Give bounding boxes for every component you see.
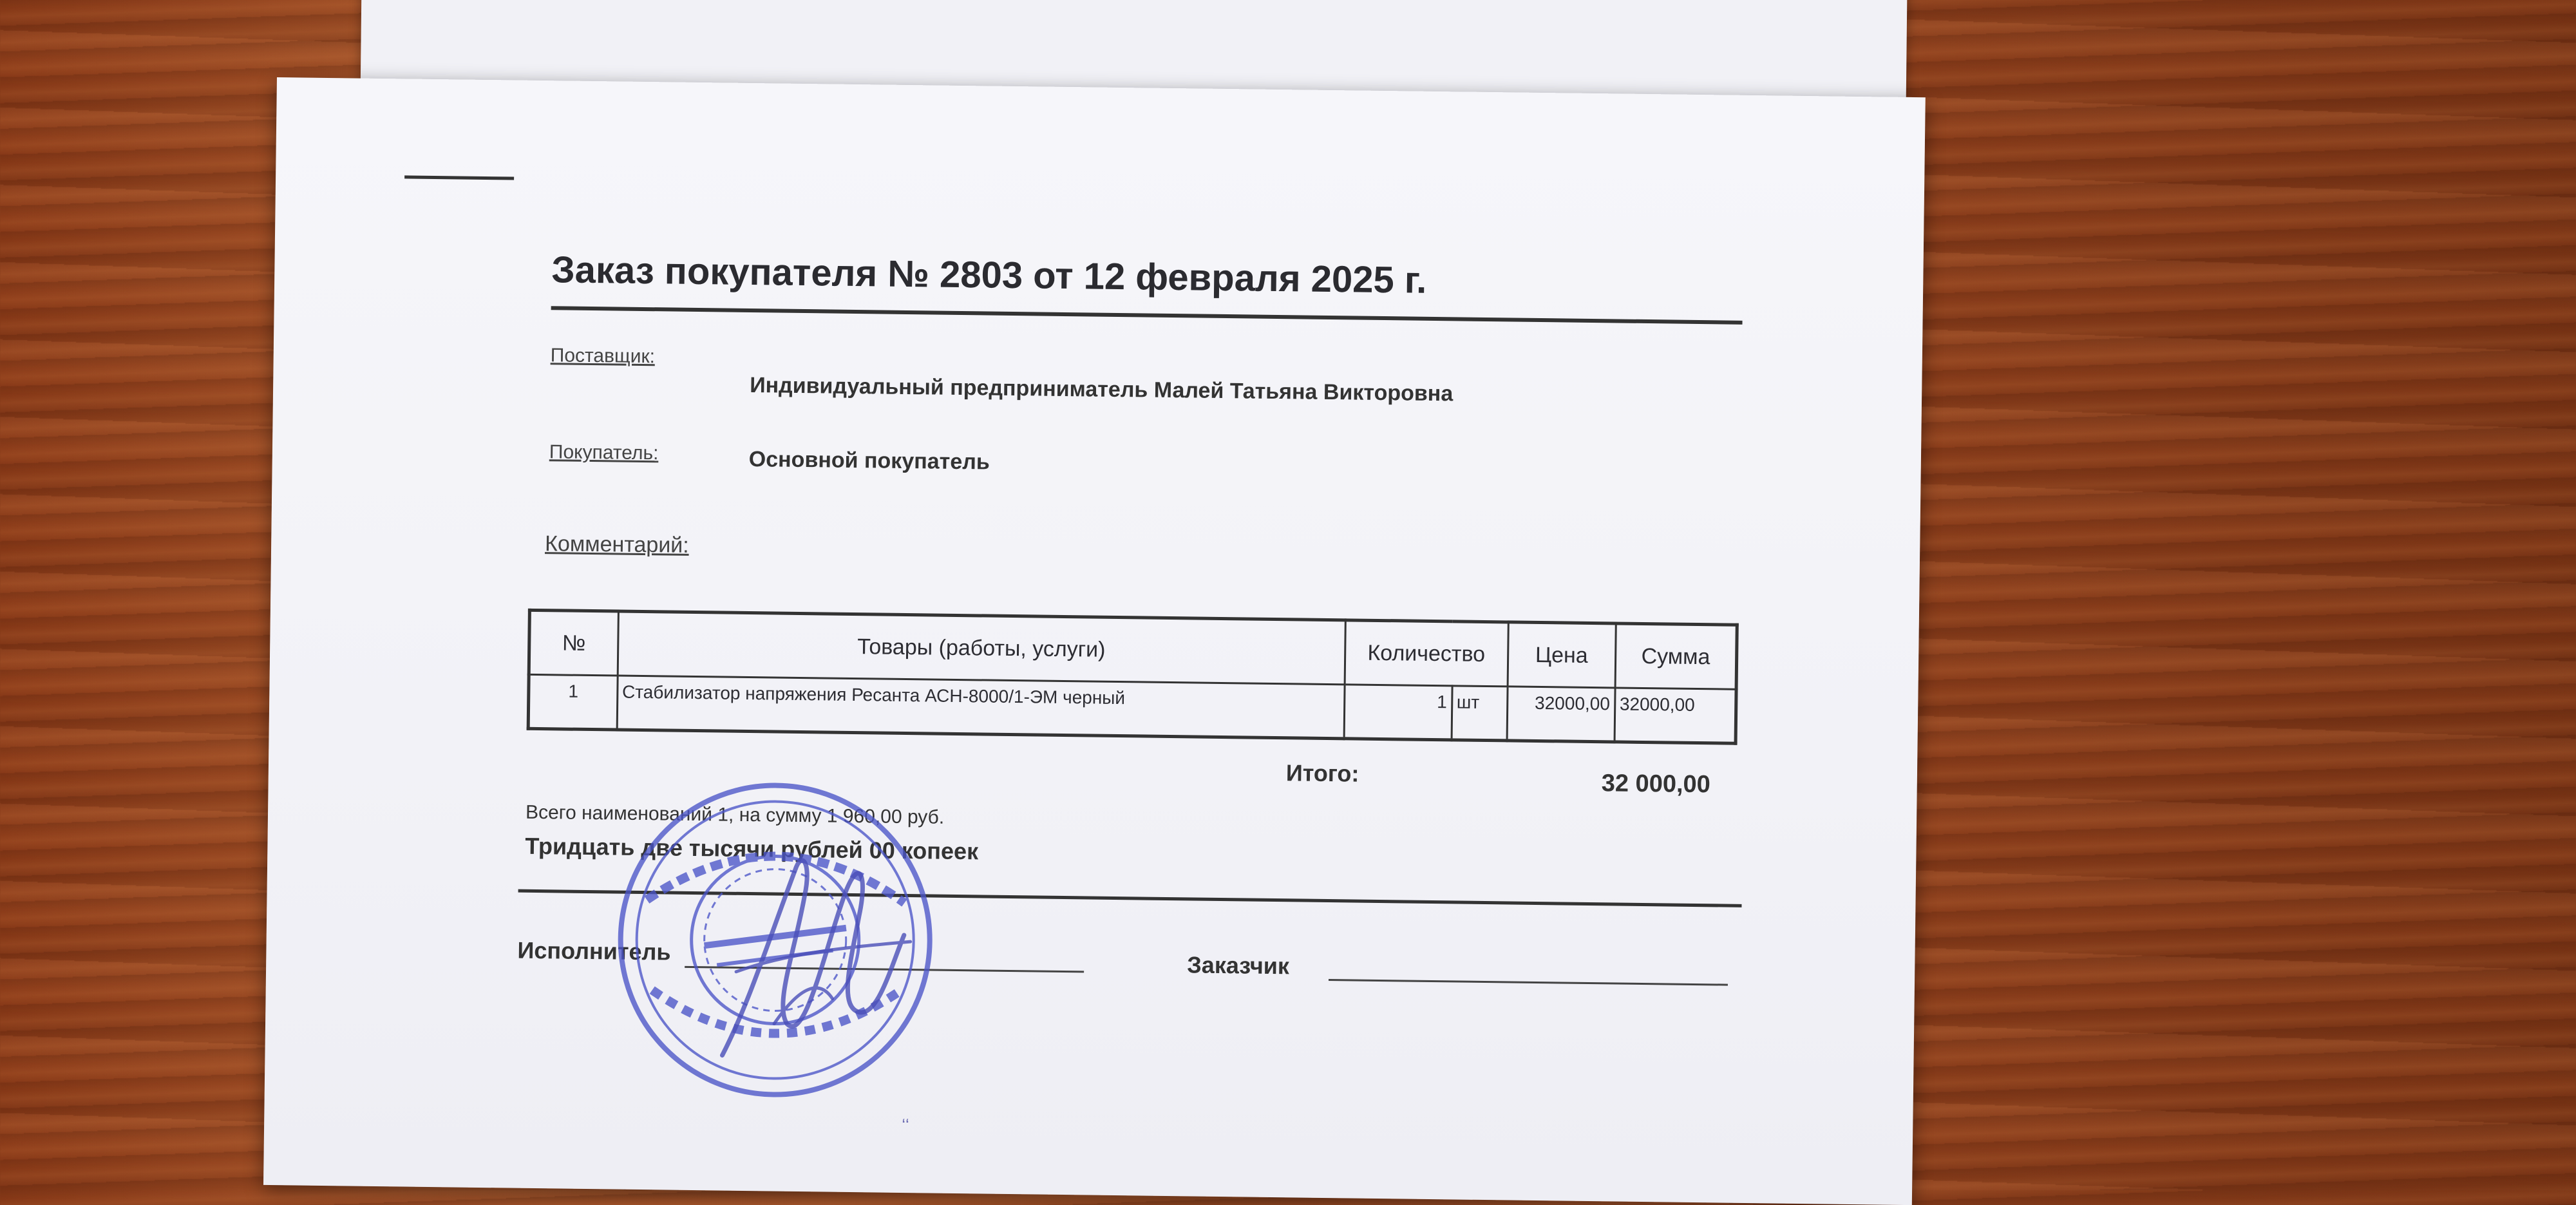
customer-signature-line — [1329, 979, 1728, 986]
items-summary: Всего наименований 1, на сумму 1 960,00 руб. — [525, 801, 945, 828]
amount-in-words: Тридцать две тысячи рублей 00 копеек — [525, 832, 979, 865]
supplier-value: Индивидуальный предприниматель Малей Татьяна Викторовна — [749, 373, 1454, 406]
items-table — [527, 609, 1739, 745]
corner-mark — [404, 175, 514, 180]
document-title: Заказ покупателя № 2803 от 12 февраля 2025 г. — [551, 249, 1427, 301]
order-sheet — [263, 77, 1926, 1205]
buyer-value: Основной покупатель — [748, 446, 990, 475]
customer-label: Заказчик — [1187, 951, 1290, 980]
executor-label: Исполнитель — [517, 936, 671, 965]
row-sum: 32000,00 — [1615, 688, 1736, 743]
row-price: 32000,00 — [1507, 687, 1615, 742]
header-goods: Товары (работы, услуги) — [618, 611, 1345, 685]
total-label: Итого: — [1285, 759, 1359, 787]
handwritten-signature — [696, 810, 931, 1083]
header-price: Цена — [1508, 622, 1616, 688]
comment-label: Комментарий: — [544, 531, 689, 558]
header-quantity: Количество — [1345, 620, 1508, 687]
supplier-label: Поставщик: — [550, 345, 656, 368]
row-number: 1 — [528, 674, 618, 730]
row-product-name: Стабилизатор напряжения Ресанта АСН-8000/1-ЭМ черный — [617, 676, 1345, 739]
ink-mark: ʻʻ — [902, 1115, 909, 1135]
header-number: № — [529, 610, 618, 676]
order-content — [517, 81, 1777, 1203]
total-value: 32 000,00 — [1601, 770, 1711, 799]
header-sum: Сумма — [1615, 623, 1738, 689]
row-quantity: 1 — [1344, 685, 1452, 740]
buyer-label: Покупатель: — [549, 441, 659, 464]
row-unit: шт — [1452, 686, 1508, 741]
title-underline — [551, 306, 1743, 325]
